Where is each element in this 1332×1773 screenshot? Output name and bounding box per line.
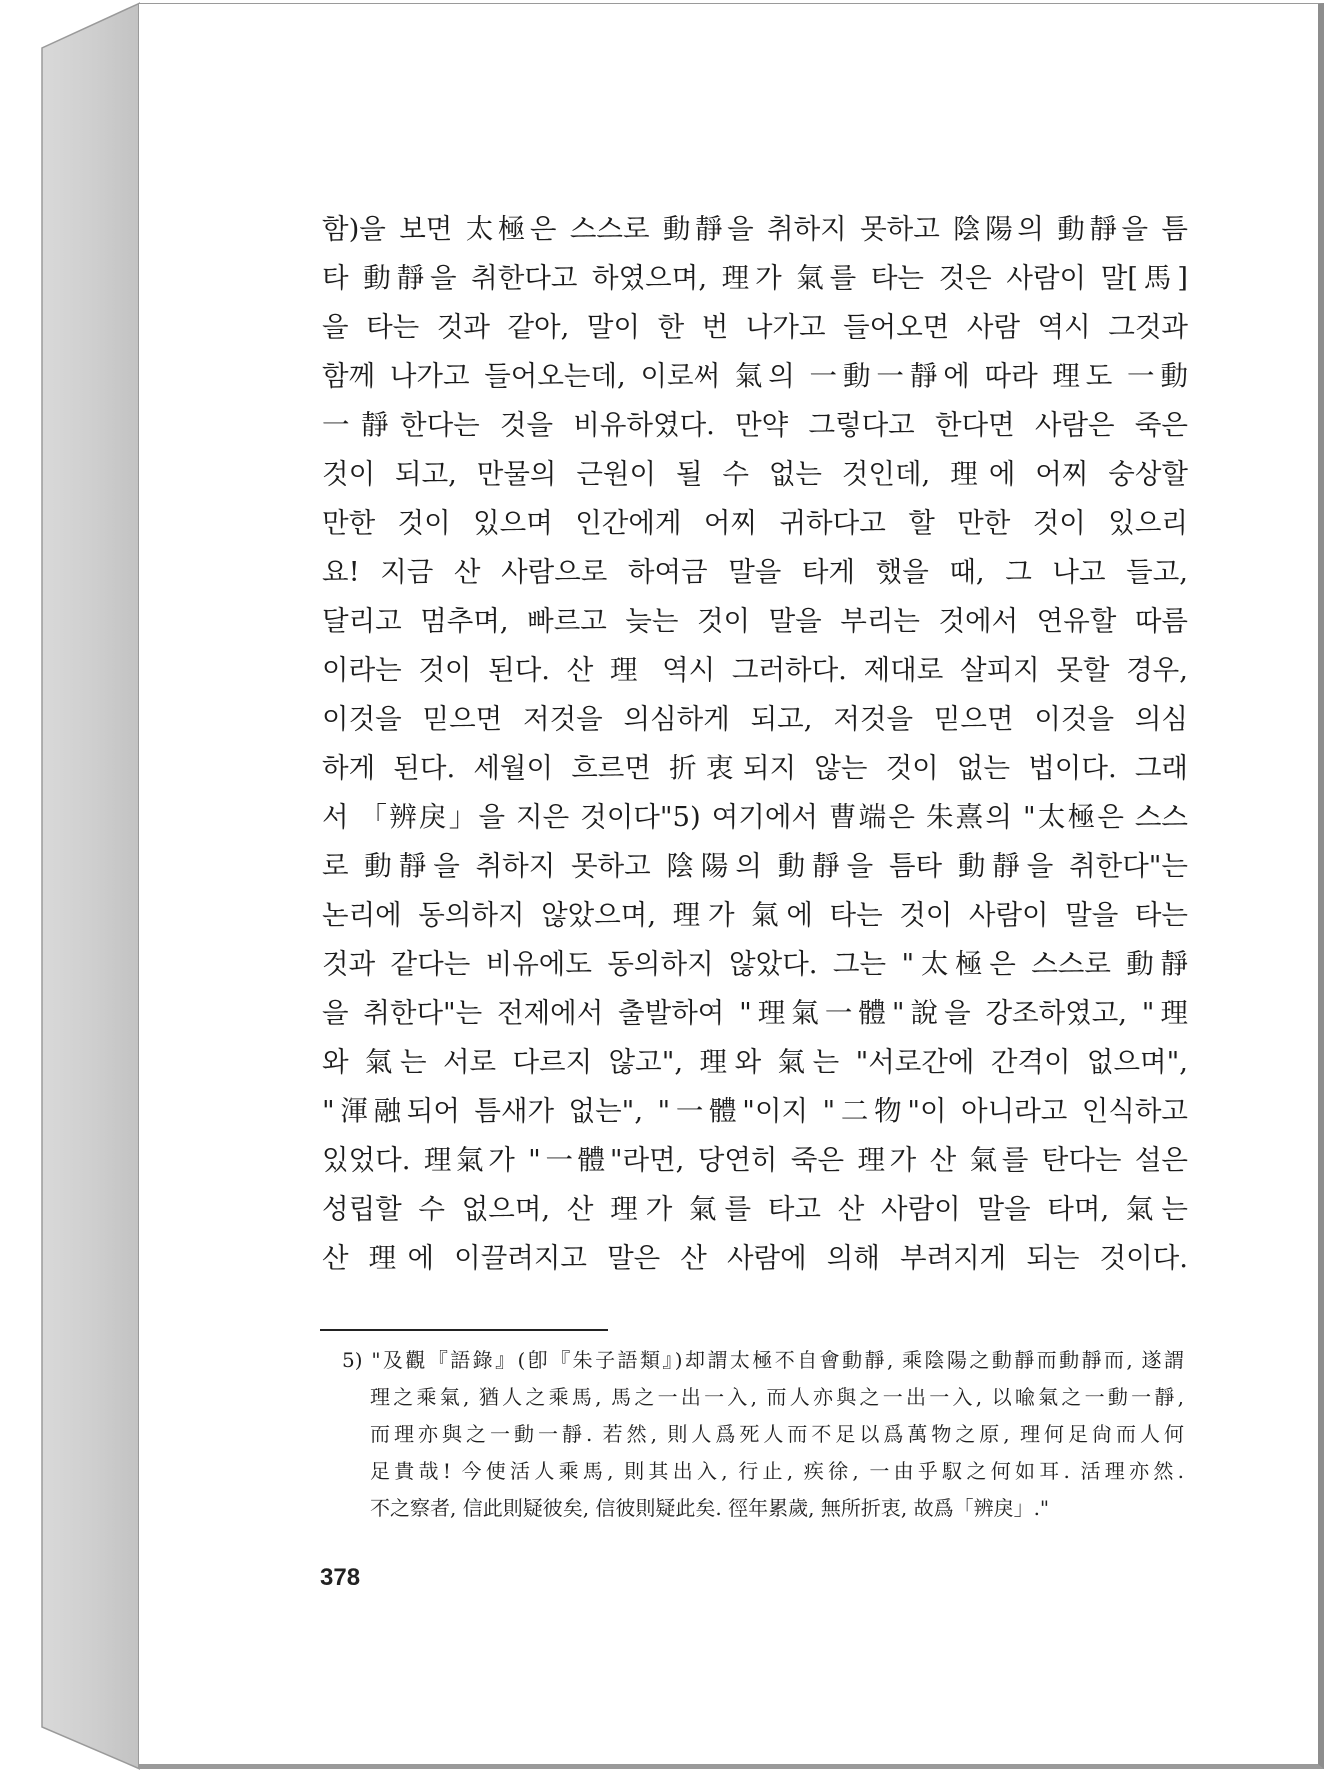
- body-line: 함)을 보면 太極은 스스로 動靜을 취하지 못하고 陰陽의 動靜을 틈: [322, 213, 1188, 245]
- body-line: 달리고 멈추며, 빠르고 늦는 것이 말을 부리는 것에서 연유할 따름: [322, 605, 1188, 637]
- body-line: 성립할 수 없으며, 산 理가 氣를 타고 산 사람이 말을 타며, 氣는: [322, 1193, 1188, 1225]
- body-line: 있었다. 理氣가 "一體"라면, 당연히 죽은 理가 산 氣를 탄다는 설은: [322, 1144, 1188, 1176]
- body-line: 와 氣는 서로 다르지 않고", 理와 氣는 "서로간에 간격이 없으며",: [322, 1046, 1188, 1078]
- body-line: 만한 것이 있으며 인간에게 어찌 귀하다고 할 만한 것이 있으리: [322, 507, 1188, 539]
- body-line: 이라는 것이 된다. 산 理 역시 그러하다. 제대로 살피지 못할 경우,: [322, 654, 1188, 686]
- footnote-line: 不之察者, 信此則疑彼矣, 信彼則疑此矣. 徑年累歲, 無所折衷, 故爲「辨戾」.": [370, 1496, 1050, 1520]
- book-spine-shape: [0, 0, 140, 1773]
- book-spine: [0, 0, 140, 1773]
- footnote-line: 理之乘氣, 猶人之乘馬, 馬之一出一入, 而人亦與之一出一入, 以喩氣之一動一靜,: [370, 1385, 1184, 1409]
- body-line: 것과 같다는 비유에도 동의하지 않았다. 그는 "太極은 스스로 動靜: [322, 948, 1188, 980]
- body-line: 서 「辨戾」을 지은 것이다"5) 여기에서 曹端은 朱熹의 "太極은 스스: [322, 801, 1188, 833]
- body-line: 하게 된다. 세월이 흐르면 折衷되지 않는 것이 없는 법이다. 그래: [322, 752, 1188, 784]
- body-line: 요! 지금 산 사람으로 하여금 말을 타게 했을 때, 그 나고 들고,: [322, 556, 1188, 588]
- body-line: 로 動靜을 취하지 못하고 陰陽의 動靜을 틈타 動靜을 취한다"는: [322, 850, 1188, 882]
- body-line: 논리에 동의하지 않았으며, 理가 氣에 타는 것이 사람이 말을 타는: [322, 899, 1188, 931]
- body-line: 이것을 믿으면 저것을 의심하게 되고, 저것을 믿으면 이것을 의심: [322, 703, 1188, 735]
- page-number: 378: [320, 1564, 361, 1591]
- footnote-divider: [320, 1329, 608, 1331]
- footnote: [342, 1342, 1184, 1527]
- body-line: 것이 되고, 만물의 근원이 될 수 없는 것인데, 理에 어찌 숭상할: [322, 458, 1188, 490]
- footnote-line: 足貴哉! 今使活人乘馬, 則其出入, 行止, 疾徐, 一由乎馭之何如耳. 活理亦然.: [370, 1459, 1184, 1483]
- body-line: 一靜한다는 것을 비유하였다. 만약 그렇다고 한다면 사람은 죽은: [322, 409, 1188, 441]
- body-line: 함께 나가고 들어오는데, 이로써 氣의 一動一靜에 따라 理도 一動: [322, 360, 1188, 392]
- footnote-line: 而理亦與之一動一靜. 若然, 則人爲死人而不足以爲萬物之原, 理何足尙而人何: [370, 1422, 1184, 1446]
- body-line: 산 理에 이끌려지고 말은 산 사람에 의해 부려지게 되는 것이다.: [322, 1242, 1188, 1274]
- body-line: "渾融되어 틈새가 없는", "一體"이지 "二物"이 아니라고 인식하고: [322, 1095, 1188, 1127]
- footnote-line: 5) "及觀『語錄』(卽『朱子語類』)却謂太極不自會動靜, 乘陰陽之動靜而動靜而, 遂謂: [342, 1348, 1184, 1372]
- body-line: 타 動靜을 취한다고 하였으며, 理가 氣를 타는 것은 사람이 말[馬]: [322, 262, 1188, 294]
- body-text: [322, 205, 1188, 1283]
- body-line: 을 취한다"는 전제에서 출발하여 "理氣一體"說을 강조하였고, "理: [322, 997, 1188, 1029]
- body-line: 을 타는 것과 같아, 말이 한 번 나가고 들어오면 사람 역시 그것과: [322, 311, 1188, 343]
